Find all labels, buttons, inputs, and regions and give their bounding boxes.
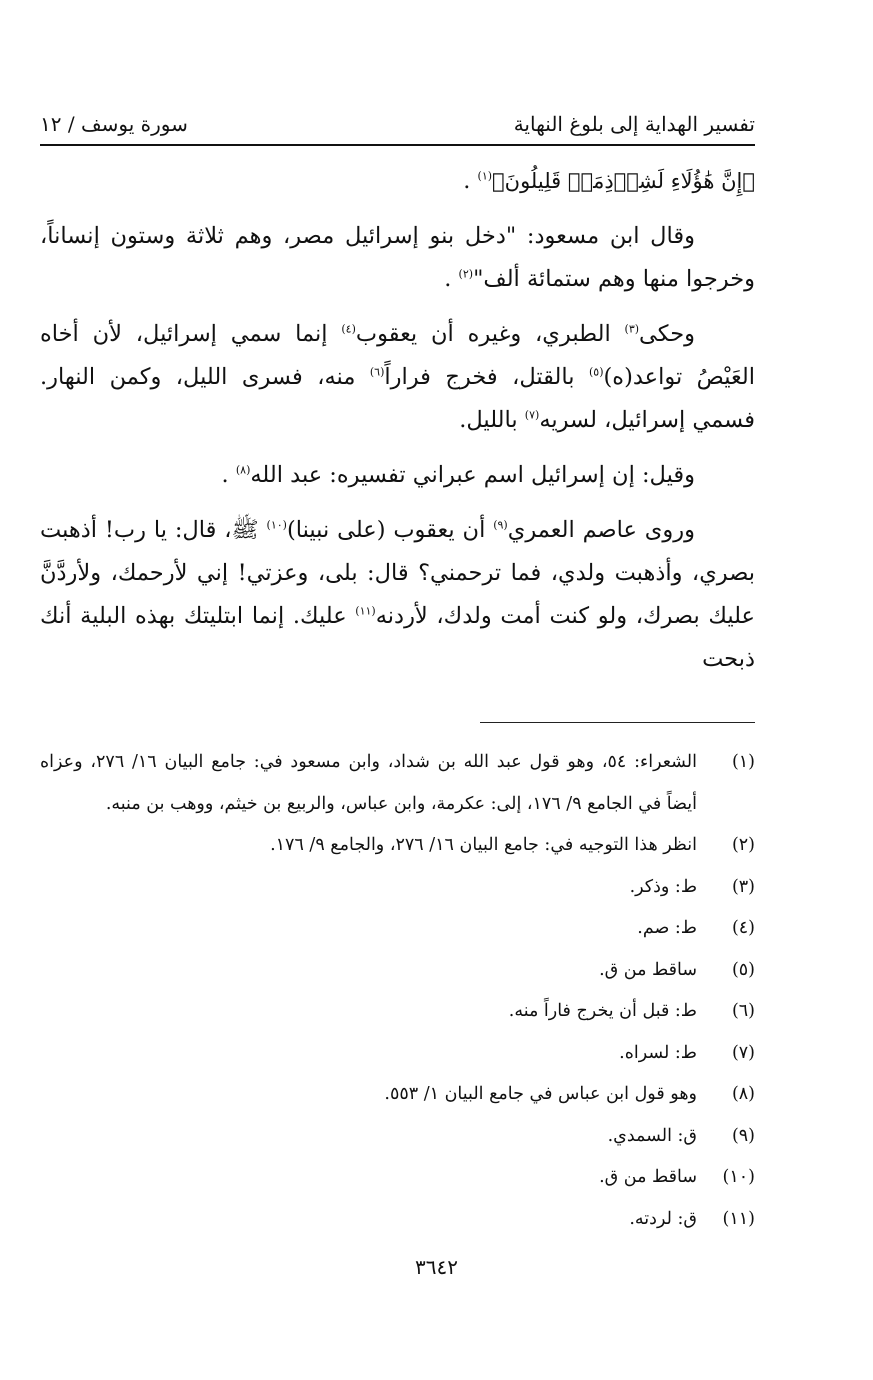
paragraph-text: وقيل: إن إسرائيل اسم عبراني تفسيره: عبد الله: [250, 462, 695, 488]
footnote-number: (١٠): [722, 1167, 755, 1187]
footnote-ref: (١١): [355, 604, 376, 618]
footnote-ref: (١٠): [266, 518, 287, 532]
footnote-text: وهو قول ابن عباس في جامع البيان ١/ ٥٥٣.: [384, 1084, 697, 1104]
page-number: ٣٦٤٢: [415, 1255, 458, 1279]
footnotes: [40, 742, 755, 1240]
footnote-text: ط: صم.: [637, 918, 697, 938]
footnote-text: ط: وذكر.: [629, 876, 697, 897]
footnote-item: [40, 991, 755, 1033]
paragraph-asim: [40, 509, 755, 681]
footnote-item: [40, 950, 755, 992]
footnote-item: [40, 867, 755, 909]
paragraph-text: بالقتل، فخرج فراراً: [384, 364, 589, 390]
footnote-text: ق: لردته.: [629, 1208, 697, 1229]
footnote-number: (٣): [731, 876, 755, 897]
footnote-rule: [480, 722, 755, 723]
footnote-text: ط: قبل أن يخرج فاراً منه.: [508, 1001, 697, 1021]
paragraph-text: عليك. إنما ابتليتك بهذه البلية أنك ذبحت: [40, 603, 755, 672]
footnote-number: (١١): [722, 1208, 755, 1229]
paragraph-text: إنما سمي إسرائيل، لأن أخاه العَيْصُ تواعد(ه): [40, 321, 755, 390]
footnote-number: (٧): [731, 1042, 755, 1063]
footnote-text: الشعراء: ٥٤، وهو قول عبد الله بن شداد، وابن مسعود في: جامع البيان ١٦/ ٢٧٦، وعزاه أيضاً في الجامع ٩/ ١٧٦، إلى: عكرمة، وابن عباس، والربيع بن خيثم، ووهب بن منبه.: [40, 752, 697, 814]
paragraph-tabari: [40, 313, 755, 442]
footnote-item: [40, 1074, 755, 1116]
footnote-number: (٤): [731, 918, 755, 938]
footnote-item: [40, 908, 755, 950]
footnote-number: (٢): [731, 835, 755, 855]
book-title: تفسير الهداية إلى بلوغ النهاية: [513, 112, 755, 136]
paragraph-text: الطبري، وغيره أن يعقوب: [355, 321, 625, 347]
footnote-number: (٨): [731, 1084, 755, 1104]
footnote-item: [40, 1116, 755, 1158]
surah-label: سورة يوسف / ١٢: [40, 112, 188, 136]
footnote-ref: (٧): [524, 408, 540, 422]
footnote-item: [40, 1033, 755, 1075]
footnote-ref: (٨): [235, 463, 251, 477]
paragraph-text: منه، فسرى الليل، وكمن النهار. فسمي إسرائيل، لسريه: [40, 364, 755, 433]
footnote-text: ط: لسراه.: [619, 1042, 697, 1063]
footnote-ref: (٤): [341, 322, 356, 336]
paragraph-text: وروى عاصم العمري: [507, 517, 695, 543]
footnote-ref: (١): [477, 169, 493, 183]
header-rule: [40, 144, 755, 146]
footnote-ref: (٦): [369, 365, 385, 379]
footnote-number: (٥): [731, 959, 755, 980]
running-header: [40, 100, 755, 140]
paragraph-text: بالليل.: [459, 407, 525, 433]
paragraph-text: أن يعقوب (على نبينا): [286, 517, 494, 543]
footnote-item: [40, 1157, 755, 1199]
footnote-ref: (٢): [458, 267, 474, 281]
footnote-item: [40, 742, 755, 825]
paragraph-text: وقال ابن مسعود: "دخل بنو إسرائيل مصر، وهم ثلاثة وستون إنساناً، وخرجوا منها وهم ستمائة ألف": [40, 223, 755, 292]
paragraph-hebrew-name: وقيل: إن إسرائيل اسم عبراني تفسيره: عبد الله$^{(٨)}$ .: [221, 462, 695, 488]
footnote-number: (٩): [731, 1125, 755, 1146]
main-text: [40, 160, 755, 693]
paragraph-text: ﷺ، قال: يا رب! أذهبت بصري، وأذهبت ولدي، فما ترحمني؟ قال: بلى، وعزتي! إني لأرحمك، ولأردَّنَّ عليك بصرك، ولو كنت أمت ولدك، لأردنه: [40, 517, 755, 629]
footnote-ref: (٣): [624, 322, 640, 336]
footnote-ref: (٩): [493, 518, 508, 532]
footnote-number: (٦): [731, 1001, 755, 1021]
paragraph-ibn-masud: وقال ابن مسعود: "دخل بنو إسرائيل مصر، وهم ثلاثة وستون إنساناً، وخرجوا منها وهم ستمائة ألف"$^{(٢)}$ .: [40, 223, 755, 292]
quran-verse-line: ﴿إِنَّ هَٰؤُلَاءِ لَشِرۡذِمَةٞ قَلِيلُونَ﴾$^{(١)}$ .: [463, 168, 755, 194]
footnote-text: انظر هذا التوجيه في: جامع البيان ١٦/ ٢٧٦، والجامع ٩/ ١٧٦.: [270, 835, 697, 855]
footnote-item: [40, 825, 755, 867]
quran-verse: ﴿إِنَّ هَٰؤُلَاءِ لَشِرۡذِمَةٞ قَلِيلُونَ﴾: [492, 169, 755, 193]
footnote-text: ق: السمدي.: [607, 1125, 697, 1146]
footnote-text: ساقط من ق.: [599, 959, 697, 980]
footnote-ref: (٥): [588, 365, 604, 379]
paragraph-text: وحكى: [639, 321, 695, 347]
footnote-text: ساقط من ق.: [599, 1167, 697, 1187]
footnote-number: (١): [731, 752, 755, 772]
footnote-item: [40, 1199, 755, 1241]
